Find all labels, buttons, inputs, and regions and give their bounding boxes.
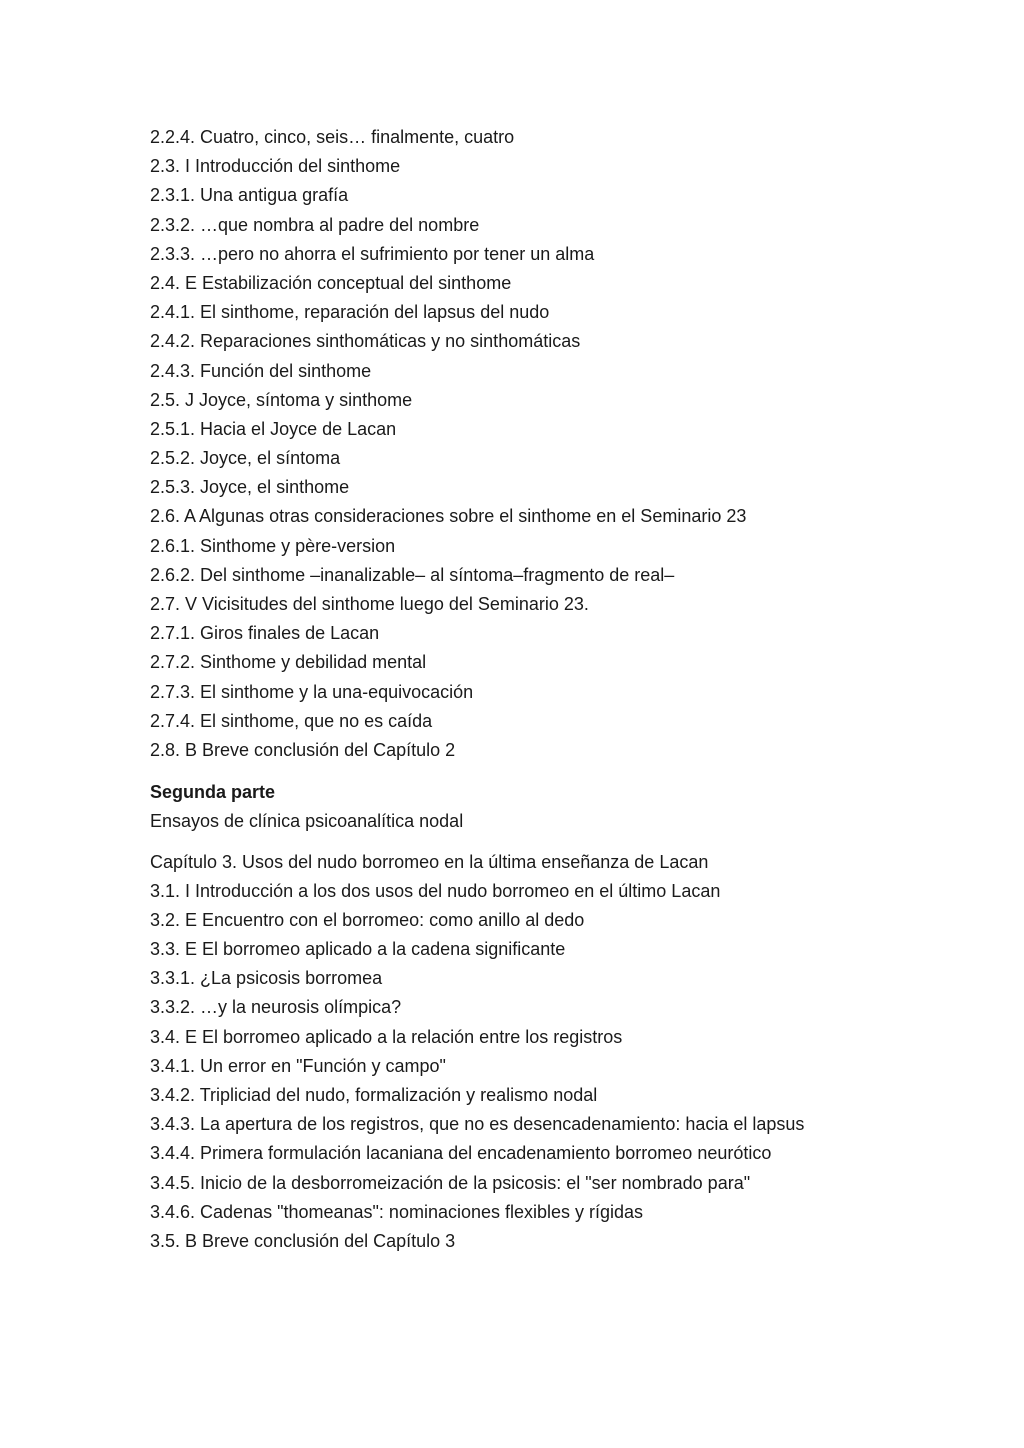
part-heading: Segunda parte: [150, 782, 276, 803]
toc-entry: 2.7.4. El sinthome, que no es caída: [150, 710, 433, 731]
toc-entry: 2.4.2. Reparaciones sinthomáticas y no sinthomáticas: [150, 331, 581, 352]
toc-entry: 2.5.3. Joyce, el sinthome: [150, 477, 350, 498]
toc-entry: 3.4.3. La apertura de los registros, que no es desencadenamiento: hacia el lapsus: [150, 1114, 805, 1135]
toc-entry: 2.8. B Breve conclusión del Capítulo 2: [150, 739, 456, 760]
toc-entry: 2.4. E Estabilización conceptual del sinthome: [150, 272, 512, 293]
toc-entry: 2.6.1. Sinthome y père-version: [150, 535, 396, 556]
toc-entry: 3.5. B Breve conclusión del Capítulo 3: [150, 1230, 456, 1251]
toc-entry: 3.4.4. Primera formulación lacaniana del encadenamiento borromeo neurótico: [150, 1143, 772, 1164]
toc-entry: 2.7.2. Sinthome y debilidad mental: [150, 652, 427, 673]
chapter-title: Capítulo 3. Usos del nudo borromeo en la última enseñanza de Lacan: [150, 851, 709, 872]
toc-entry: 2.5.2. Joyce, el síntoma: [150, 448, 341, 469]
toc-entry: 3.3.1. ¿La psicosis borromea: [150, 968, 383, 989]
toc-entry: 2.2.4. Cuatro, cinco, seis… finalmente, cuatro: [150, 127, 515, 147]
table-of-contents: [150, 123, 950, 1256]
toc-section-chapter-3: [150, 848, 950, 1257]
toc-entry: 2.7.3. El sinthome y la una-equivocación: [150, 681, 474, 702]
toc-entry: 2.7. V Vicisitudes del sinthome luego del Seminario 23.: [150, 594, 589, 614]
toc-section-chapter-2: [150, 123, 950, 765]
toc-entry: 3.3.2. …y la neurosis olímpica?: [150, 997, 402, 1018]
toc-entry: 2.6.2. Del sinthome –inanalizable– al síntoma–fragmento de real–: [150, 564, 675, 585]
toc-entry: 3.3. E El borromeo aplicado a la cadena significante: [150, 939, 566, 960]
toc-entry: 2.4.1. El sinthome, reparación del lapsus del nudo: [150, 302, 550, 323]
toc-entry: 3.4.1. Un error en "Función y campo": [150, 1055, 446, 1076]
toc-entry: 3.4.2. Tripliciad del nudo, formalización y realismo nodal: [150, 1085, 598, 1105]
toc-entry: 2.3.2. …que nombra al padre del nombre: [150, 214, 480, 235]
toc-entry: 3.4.6. Cadenas "thomeanas": nominaciones flexibles y rígidas: [150, 1201, 644, 1222]
toc-entry: 3.4.5. Inicio de la desborromeización de la psicosis: el "ser nombrado para": [150, 1172, 751, 1193]
toc-entry: 2.3.1. Una antigua grafía: [150, 185, 349, 206]
toc-entry: 3.1. I Introducción a los dos usos del nudo borromeo en el último Lacan: [150, 880, 721, 901]
toc-entry: 3.2. E Encuentro con el borromeo: como anillo al dedo: [150, 909, 585, 930]
part-subtitle: Ensayos de clínica psicoanalítica nodal: [150, 811, 464, 832]
toc-entry: 3.4. E El borromeo aplicado a la relación entre los registros: [150, 1026, 623, 1047]
toc-entry: 2.3. I Introducción del sinthome: [150, 156, 401, 177]
toc-entry: 2.3.3. …pero no ahorra el sufrimiento por tener un alma: [150, 243, 595, 264]
toc-entry: 2.4.3. Función del sinthome: [150, 360, 372, 381]
toc-entry: 2.7.1. Giros finales de Lacan: [150, 623, 380, 644]
toc-entry: 2.6. A Algunas otras consideraciones sobre el sinthome en el Seminario 23: [150, 506, 747, 527]
toc-entry: 2.5.1. Hacia el Joyce de Lacan: [150, 418, 397, 439]
toc-entry: 2.5. J Joyce, síntoma y sinthome: [150, 389, 413, 410]
